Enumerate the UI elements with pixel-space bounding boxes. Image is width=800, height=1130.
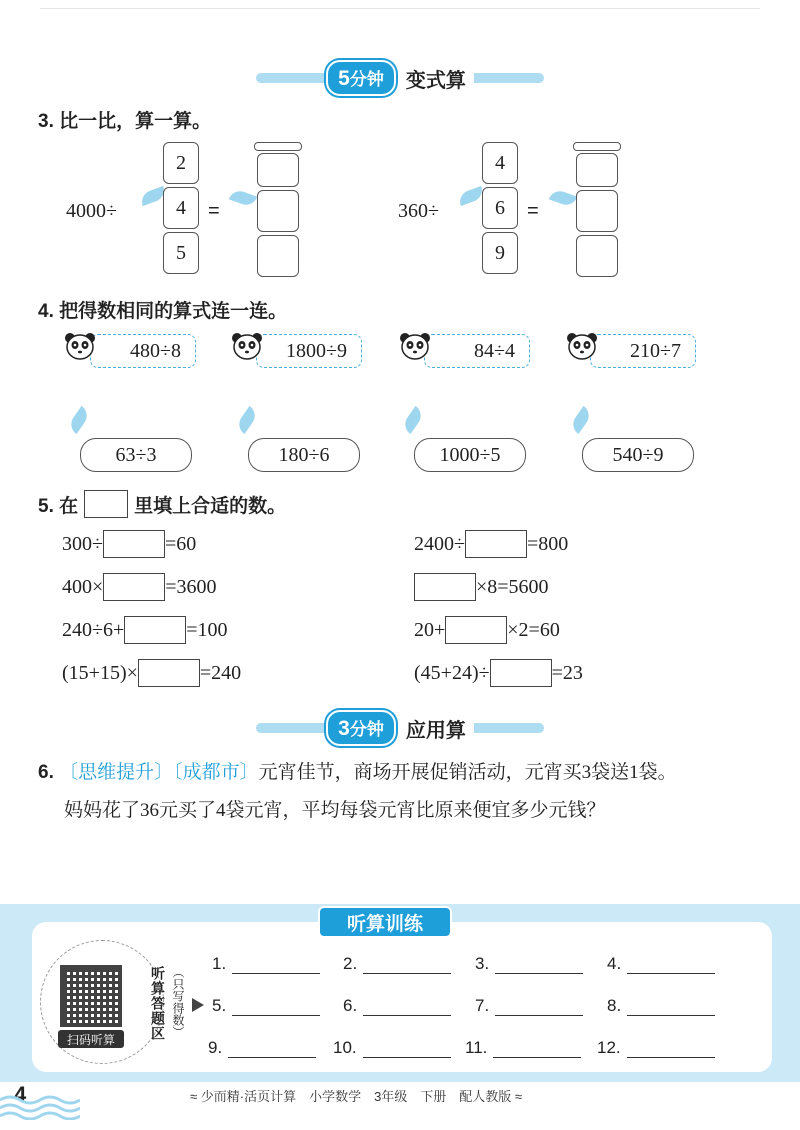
timer-pill xyxy=(326,60,396,96)
q3-right-divisor-bamboo xyxy=(482,142,518,277)
timer-minutes: 3 xyxy=(338,717,350,740)
answer-label: 5. xyxy=(212,996,227,1015)
answer-segment[interactable] xyxy=(576,190,618,232)
answer-slot[interactable] xyxy=(597,1038,715,1058)
q5-equation xyxy=(414,530,568,558)
answer-line[interactable] xyxy=(232,998,320,1016)
answer-area-note: （只写得数） xyxy=(171,966,185,1038)
timer-unit: 分钟 xyxy=(349,70,384,89)
answer-segment[interactable] xyxy=(576,153,618,187)
answer-blank[interactable] xyxy=(103,530,165,558)
eq-text: (45+24)÷ xyxy=(414,661,490,684)
answer-blank[interactable] xyxy=(465,530,527,558)
answer-label: 9. xyxy=(208,1038,223,1057)
timer-minutes: 5 xyxy=(338,67,350,90)
banner-bar-right xyxy=(474,723,544,733)
q6-number: 6. xyxy=(38,762,54,783)
q6-line-1 xyxy=(38,754,778,792)
answer-blank[interactable] xyxy=(445,616,507,644)
panda-icon xyxy=(399,332,431,360)
answer-blank[interactable] xyxy=(124,616,186,644)
q5-equation xyxy=(414,573,549,601)
qr-code-icon[interactable] xyxy=(60,965,122,1027)
q4-bottom-expr[interactable]: 1000÷5 xyxy=(414,438,526,472)
leaf-icon xyxy=(229,188,258,208)
answer-slot[interactable] xyxy=(465,1038,581,1058)
answer-line[interactable] xyxy=(363,956,451,974)
q6-text-1: 元宵佳节，商场开展促销活动，元宵买3袋送1袋。 xyxy=(258,762,677,783)
panda-icon xyxy=(231,332,263,360)
answer-slot[interactable] xyxy=(475,954,583,974)
question-5-title xyxy=(38,490,286,518)
q3-right-equals: = xyxy=(527,200,539,222)
q4-top-expr[interactable]: 1800÷9 xyxy=(256,334,362,368)
answer-blank[interactable] xyxy=(138,659,200,687)
answer-line[interactable] xyxy=(495,998,583,1016)
answer-label: 1. xyxy=(212,954,227,973)
q4-bottom-expr[interactable]: 180÷6 xyxy=(248,438,360,472)
eq-text: =60 xyxy=(164,532,197,555)
leaf-icon xyxy=(549,188,578,208)
eq-text: 2400÷ xyxy=(414,532,465,555)
bamboo-segment: 9 xyxy=(482,232,518,274)
q5-equation xyxy=(414,616,560,644)
bamboo-segment: 4 xyxy=(482,142,518,184)
answer-slot[interactable] xyxy=(212,954,320,974)
q3-left-dividend: 4000÷ xyxy=(66,200,117,222)
banner-bar-right xyxy=(474,73,544,83)
answer-label: 11. xyxy=(465,1038,488,1057)
answer-slot[interactable] xyxy=(333,1038,451,1058)
question-6 xyxy=(38,754,778,830)
footer-text: ≈ 少而精·活页计算 小学数学 3年级 下册 配人教版 ≈ xyxy=(190,1089,523,1104)
q6-tag-city: 〔成都市〕 xyxy=(173,762,259,783)
eq-text: ×2=60 xyxy=(507,618,560,641)
answer-segment[interactable] xyxy=(257,235,299,277)
answer-segment[interactable] xyxy=(576,235,618,277)
answer-label: 12. xyxy=(597,1038,621,1057)
answer-slot[interactable] xyxy=(607,954,715,974)
sample-blank xyxy=(84,490,128,518)
bamboo-segment: 2 xyxy=(163,142,199,184)
leaf-icon xyxy=(401,406,426,434)
answer-line[interactable] xyxy=(627,1040,715,1058)
answer-label: 4. xyxy=(607,954,622,973)
leaf-icon xyxy=(235,406,260,434)
timer-pill xyxy=(326,710,396,746)
eq-text: 300÷ xyxy=(62,532,103,555)
answer-blank[interactable] xyxy=(490,659,552,687)
answer-blank[interactable] xyxy=(103,573,165,601)
answer-line[interactable] xyxy=(363,1040,451,1058)
q4-top-expr[interactable]: 84÷4 xyxy=(424,334,530,368)
banner-bar-left xyxy=(256,73,326,83)
answer-line[interactable] xyxy=(493,1040,581,1058)
answer-segment[interactable] xyxy=(257,190,299,232)
answer-slot[interactable] xyxy=(343,954,451,974)
panda-icon xyxy=(64,332,96,360)
answer-slot[interactable] xyxy=(475,996,583,1016)
answer-blank[interactable] xyxy=(414,573,476,601)
eq-text: =23 xyxy=(551,661,583,684)
eq-text: =240 xyxy=(199,661,242,684)
bamboo-segment: 6 xyxy=(482,187,518,229)
eq-text: 400× xyxy=(62,575,104,598)
leaf-icon xyxy=(569,406,594,434)
answer-line[interactable] xyxy=(627,998,715,1016)
q5-title-pre: 5. 在 xyxy=(38,495,79,517)
q4-top-expr[interactable]: 210÷7 xyxy=(590,334,696,368)
answer-line[interactable] xyxy=(228,1040,316,1058)
question-4-title: 4. 把得数相同的算式连一连。 xyxy=(38,301,288,322)
bamboo-cap xyxy=(254,142,302,151)
q5-equation xyxy=(62,530,196,558)
answer-label: 6. xyxy=(343,996,358,1015)
q6-tag-thinking: 〔思维提升〕 xyxy=(59,762,174,783)
section-banner-application xyxy=(230,712,570,744)
leaf-icon xyxy=(457,186,486,206)
answer-slot[interactable] xyxy=(343,996,451,1016)
answer-line[interactable] xyxy=(363,998,451,1016)
qr-label: 扫码听算 xyxy=(58,1030,124,1048)
q6-text-2: 妈妈花了36元买了4袋元宵，平均每袋元宵比原来便宜多少元钱？ xyxy=(64,800,606,821)
answer-label: 7. xyxy=(475,996,490,1015)
q3-right-answer-bamboo[interactable] xyxy=(576,142,618,280)
answer-line[interactable] xyxy=(232,956,320,974)
answer-line[interactable] xyxy=(627,956,715,974)
listening-title: 听算训练 xyxy=(318,906,452,938)
q5-equation xyxy=(62,616,228,644)
section-banner-variant xyxy=(230,62,570,94)
answer-line[interactable] xyxy=(495,956,583,974)
q5-title-post: 里填上合适的数。 xyxy=(134,495,287,517)
answer-slot[interactable] xyxy=(208,1038,316,1058)
q3-right-dividend: 360÷ xyxy=(398,200,439,222)
banner-bar-left xyxy=(256,723,326,733)
eq-text: =3600 xyxy=(165,575,217,598)
question-3-title: 3. 比一比，算一算。 xyxy=(38,111,212,132)
q5-equation xyxy=(62,573,217,601)
page-number: 4 xyxy=(14,1082,27,1107)
answer-label: 10. xyxy=(333,1038,357,1057)
q3-left-divisor-bamboo xyxy=(163,142,199,277)
leaf-icon xyxy=(67,406,92,434)
top-divider xyxy=(40,8,760,9)
section-title: 应用算 xyxy=(405,719,466,742)
arrow-right-icon xyxy=(192,998,204,1012)
eq-text: (15+15)× xyxy=(62,661,138,684)
eq-text: =800 xyxy=(526,532,569,555)
eq-text: 20+ xyxy=(414,618,446,641)
answer-segment[interactable] xyxy=(257,153,299,187)
q3-left-answer-bamboo[interactable] xyxy=(257,142,299,280)
bamboo-segment: 4 xyxy=(163,187,199,229)
bamboo-cap xyxy=(573,142,621,151)
section-title: 变式算 xyxy=(405,69,466,92)
answer-label: 3. xyxy=(475,954,490,973)
wave-decoration-icon xyxy=(0,1094,80,1120)
eq-text: ×8=5600 xyxy=(476,575,549,598)
answer-slot[interactable] xyxy=(212,996,320,1016)
q3-left-equals: = xyxy=(208,200,220,222)
answer-label: 2. xyxy=(343,954,358,973)
eq-text: =100 xyxy=(186,618,228,641)
q5-equation xyxy=(62,659,241,687)
bamboo-segment: 5 xyxy=(163,232,199,274)
q4-top-expr[interactable]: 480÷8 xyxy=(90,334,196,368)
panda-icon xyxy=(566,332,598,360)
answer-label: 8. xyxy=(607,996,622,1015)
answer-area-label: 听算答题区 xyxy=(150,966,166,1041)
q4-bottom-expr[interactable]: 63÷3 xyxy=(80,438,192,472)
answer-slot[interactable] xyxy=(607,996,715,1016)
eq-text: 240÷6+ xyxy=(62,618,125,641)
q4-bottom-expr[interactable]: 540÷9 xyxy=(582,438,694,472)
q5-equation xyxy=(414,659,583,687)
timer-unit: 分钟 xyxy=(349,720,384,739)
